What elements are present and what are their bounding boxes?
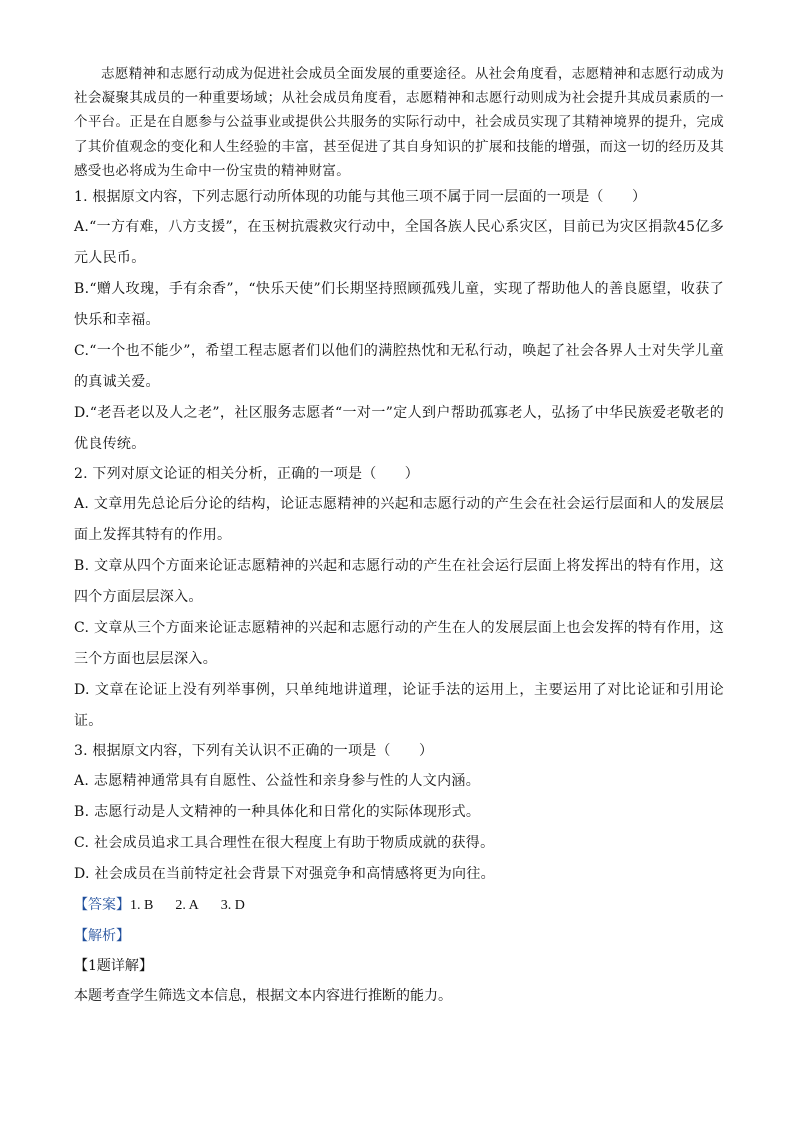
answer-label: 【答案】 [74,897,130,914]
detail-heading: 【1题详解】 [74,958,153,975]
option-a: A.“一方有难，八方支援”，在玉树抗震救灾行动中，全国各族人民心系灾区，目前已为灾区捐款45亿多元人民币。 [74,219,724,267]
question-2 [74,460,724,737]
option-b: B. 志愿行动是人文精神的一种具体化和日常化的实际体现形式。 [74,804,481,821]
answer-item: 1. B [130,898,154,914]
answer-line [74,890,724,921]
option-b: B. 文章从四个方面来论证志愿精神的兴起和志愿行动的产生在社会运行层面上将发挥出的特有作用，这四个方面层层深入。 [74,558,724,606]
answer-item: 2. A [175,898,199,914]
answer-item: 3. D [220,898,245,914]
option-c: C. 文章从三个方面来论证志愿精神的兴起和志愿行动的产生在人的发展层面上也会发挥的特有作用，这三个方面也层层深入。 [74,620,724,668]
option-b: B.“赠人玫瑰，手有余香”，“快乐天使”们长期坚持照顾孤残儿童，实现了帮助他人的善良愿望，收获了快乐和幸福。 [74,281,724,329]
analysis-line [74,921,724,951]
document-page [74,62,724,1011]
analysis-label: 【解析】 [74,928,130,945]
option-d: D.“老吾老以及人之老”，社区服务志愿者“一对一”定人到户帮助孤寡老人，弘扬了中华民族爱老敬老的优良传统。 [74,405,724,453]
question-stem: 1. 根据原文内容，下列志愿行动所体现的功能与其他三项不属于同一层面的一项是（ ） [74,189,647,206]
option-c: C.“一个也不能少”，希望工程志愿者们以他们的满腔热忱和无私行动，唤起了社会各界人士对失学儿童的真诚关爱。 [74,343,724,391]
option-a: A. 志愿精神通常具有自愿性、公益性和亲身参与性的人文内涵。 [74,773,481,790]
question-3 [74,737,724,890]
option-d: D. 文章在论证上没有列举事例，只单纯地讲道理，论证手法的运用上，主要运用了对比论证和引用论证。 [74,682,724,730]
option-a: A. 文章用先总论后分论的结构，论证志愿精神的兴起和志愿行动的产生会在社会运行层面和人的发展层面上发挥其特有的作用。 [74,496,724,544]
detail-text: 本题考查学生筛选文本信息，根据文本内容进行推断的能力。 [74,988,452,1005]
question-stem: 3. 根据原文内容，下列有关认识不正确的一项是（ ） [74,743,434,760]
option-c: C. 社会成员追求工具合理性在很大程度上有助于物质成就的获得。 [74,835,495,852]
passage-paragraph: 志愿精神和志愿行动成为促进社会成员全面发展的重要途径。从社会角度看，志愿精神和志愿行动成为社会凝聚其成员的一种重要场域；从社会成员角度看，志愿精神和志愿行动则成为社会提升其成员素质的一个平台。正是在自愿参与公益事业或提供公共服务的实际行动中，社会成员实现了其精神境界的提升，完成了其价值观念的变化和人生经验的丰富，甚至促进了其自身知识的扩展和技能的增强，而这一切的经历及其感受也必将成为生命中一份宝贵的精神财富。 [74,66,724,179]
question-stem: 2. 下列对原文论证的相关分析，正确的一项是（ ） [74,466,420,483]
option-d: D. 社会成员在当前特定社会背景下对强竞争和高情感将更为向往。 [74,866,495,883]
question-1 [74,183,724,460]
